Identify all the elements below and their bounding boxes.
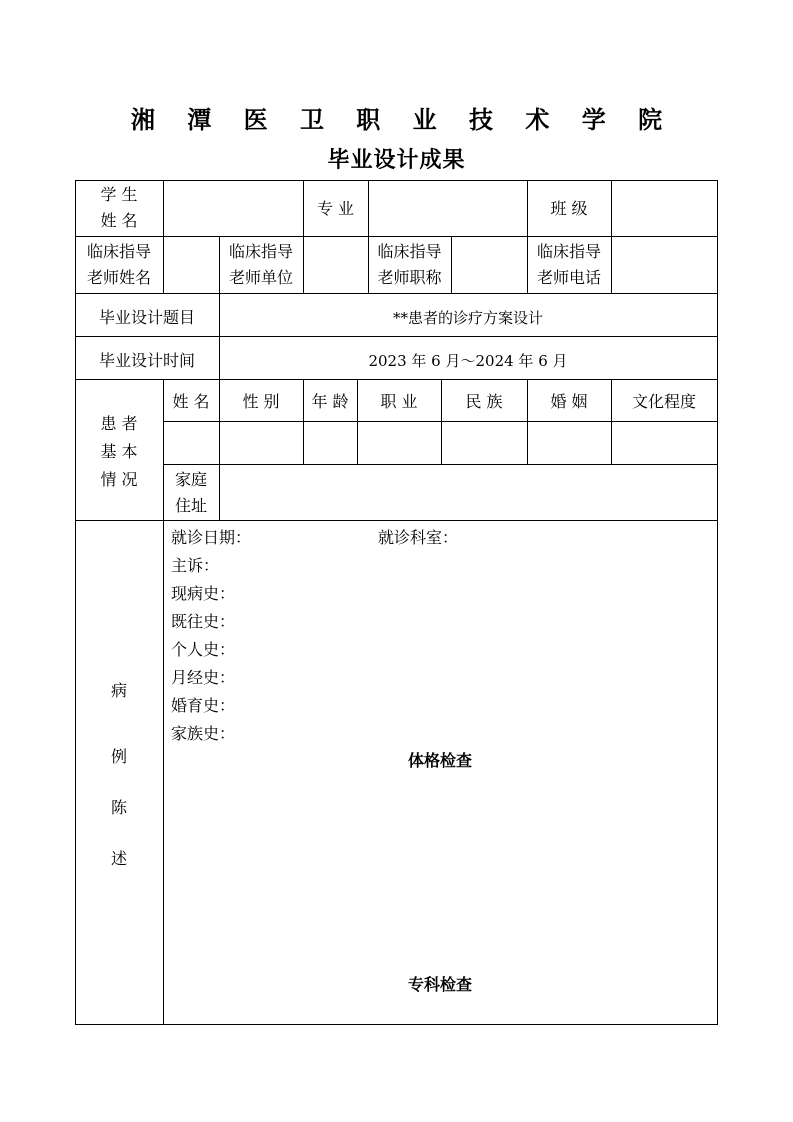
label-patient-info: 患 者 基 本 情 况 [100,414,138,489]
header-education: 文化程度 [631,392,696,411]
header-sex: 性 别 [242,392,280,411]
patient-sex-field[interactable] [219,421,303,464]
header-ethnic: 民 族 [465,392,503,411]
table-line [75,1024,718,1025]
physical-exam-heading: 体格检查 [407,751,472,770]
document-title: 毕业设计成果 [327,148,466,173]
past-history-label[interactable]: 既往史： [171,612,236,631]
period-value[interactable]: 2023 年 6 月～2024 年 6 月 [368,352,568,370]
table-line [717,180,718,1025]
specialty-exam-heading: 专科检查 [407,975,472,994]
class-field[interactable] [611,180,717,236]
label-mentor-phone: 临床指导 老师电话 [536,242,601,287]
mentor-name-field[interactable] [163,236,219,293]
label-class: 班 级 [550,199,588,218]
label-mentor-title: 临床指导 老师职称 [377,242,442,287]
school-title: 湘 潭 医 卫 职 业 技 术 学 院 [130,105,675,134]
form-table [75,180,718,1025]
table-line [75,520,718,521]
visit-date-label[interactable]: 就诊日期： [171,528,252,547]
mentor-title-field[interactable] [451,236,527,293]
patient-education-field[interactable] [611,421,717,464]
major-field[interactable] [368,180,527,236]
header-age: 年 龄 [311,392,349,411]
topic-value[interactable]: **患者的诊疗方案设计 [392,309,543,327]
patient-ethnic-field[interactable] [441,421,527,464]
present-history-label[interactable]: 现病史： [171,584,236,603]
label-case-c2: 例 [110,747,127,766]
patient-age-field[interactable] [303,421,357,464]
label-case-c3: 陈 [110,798,127,817]
table-line [75,293,718,294]
label-topic: 毕业设计题目 [98,308,195,327]
visit-dept-label[interactable]: 就诊科室： [378,528,459,547]
header-job: 职 业 [380,392,418,411]
label-mentor-unit: 临床指导 老师单位 [228,242,293,287]
student-name-field[interactable] [163,180,303,236]
marital-history-label[interactable]: 婚育史： [171,696,236,715]
patient-marriage-field[interactable] [527,421,611,464]
patient-name-field[interactable] [163,421,219,464]
table-line [163,520,164,1025]
label-major: 专 业 [316,199,355,218]
patient-job-field[interactable] [357,421,441,464]
mentor-unit-field[interactable] [303,236,368,293]
complaint-label[interactable]: 主诉： [171,556,220,575]
label-address: 家庭 住址 [174,470,207,515]
label-student-name: 学 生 姓 名 [100,185,138,230]
label-case-c1: 病 [110,681,127,700]
mentor-phone-field[interactable] [611,236,717,293]
family-history-label[interactable]: 家族史： [171,724,236,743]
label-period: 毕业设计时间 [98,351,195,370]
header-marriage: 婚 姻 [550,392,588,411]
label-case-c4: 述 [110,849,127,868]
table-line [75,379,718,380]
header-name: 姓 名 [172,392,210,411]
address-field[interactable] [219,464,717,520]
table-line [75,336,718,337]
menstrual-history-label[interactable]: 月经史： [171,668,236,687]
label-mentor-name: 临床指导 老师姓名 [86,242,151,287]
personal-history-label[interactable]: 个人史： [171,640,236,659]
